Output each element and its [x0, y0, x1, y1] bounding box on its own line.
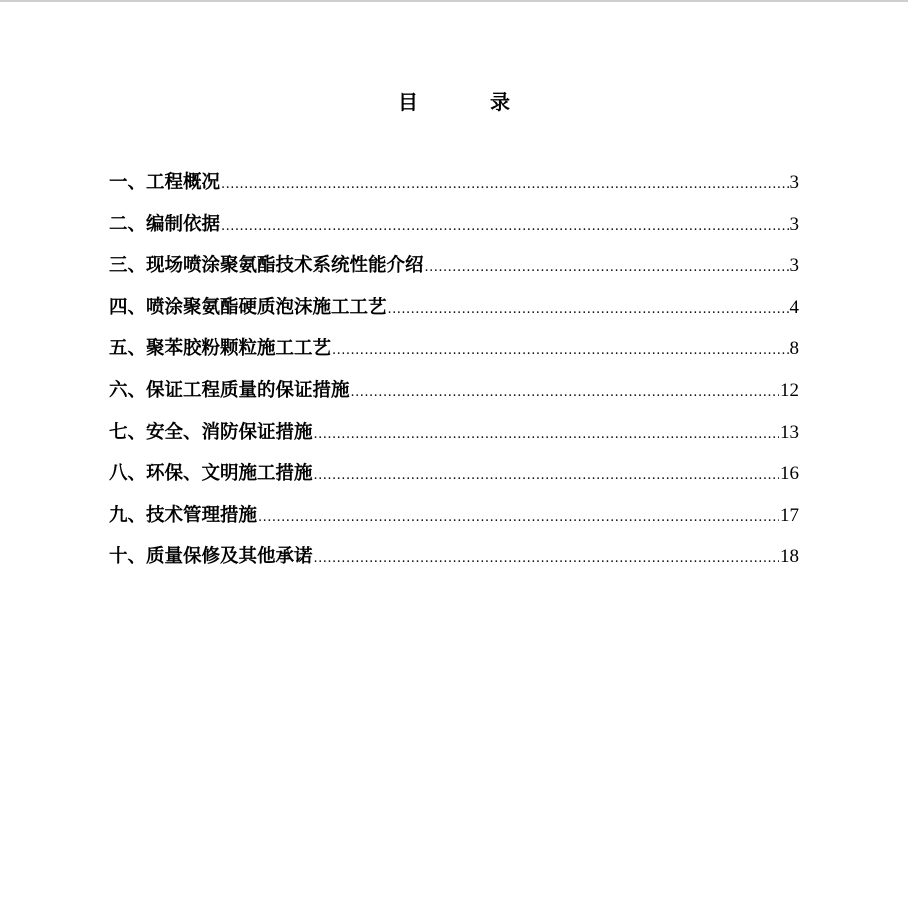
toc-entry-label: 三、现场喷涂聚氨酯技术系统性能介绍: [109, 255, 424, 277]
toc-entry[interactable]: [109, 420, 799, 462]
toc-entry-page: 13: [780, 421, 799, 443]
toc-entry[interactable]: [109, 336, 799, 378]
toc-dot-leader: [314, 422, 779, 448]
toc-dot-leader: [221, 214, 788, 240]
toc-entry[interactable]: [109, 170, 799, 212]
toc-entry-page: 17: [780, 504, 799, 526]
toc-entry-page: 12: [780, 379, 799, 401]
toc-dot-leader: [314, 463, 779, 489]
toc-dot-leader: [258, 505, 779, 531]
toc-entry-label: 九、技术管理措施: [109, 504, 258, 526]
toc-dot-leader: [314, 546, 779, 572]
toc-dot-leader: [221, 172, 788, 198]
toc-entry-label: 十、质量保修及其他承诺: [109, 546, 313, 568]
toc-dot-leader: [332, 338, 788, 364]
toc-entry-label: 五、聚苯胶粉颗粒施工工艺: [109, 338, 332, 360]
toc-entry-page: 3: [789, 213, 799, 235]
toc-list: [109, 170, 799, 586]
toc-dot-leader: [425, 255, 789, 281]
toc-entry-label: 二、编制依据: [109, 213, 221, 235]
page-top-border: [0, 0, 908, 2]
toc-entry-page: 3: [789, 255, 799, 277]
toc-entry-page: 4: [789, 296, 799, 318]
toc-entry[interactable]: [109, 378, 799, 420]
toc-entry-label: 一、工程概况: [109, 172, 221, 193]
toc-entry-label: 八、环保、文明施工措施: [109, 463, 313, 485]
toc-entry-label: 四、喷涂聚氨酯硬质泡沫施工工艺: [109, 296, 387, 318]
toc-entry[interactable]: [109, 212, 799, 254]
toc-entry-page: 16: [780, 463, 799, 485]
toc-entry-page: 8: [789, 338, 799, 360]
toc-entry[interactable]: [109, 253, 799, 295]
toc-entry-page: 18: [780, 546, 799, 568]
toc-entry[interactable]: [109, 461, 799, 503]
toc-entry-page: 3: [789, 172, 799, 193]
toc-dot-leader: [388, 297, 789, 323]
toc-entry-label: 七、安全、消防保证措施: [109, 421, 313, 443]
toc-entry[interactable]: [109, 503, 799, 545]
toc-title: 目 录: [398, 90, 536, 114]
toc-entry[interactable]: [109, 295, 799, 337]
toc-entry[interactable]: [109, 544, 799, 586]
toc-entry-label: 六、保证工程质量的保证措施: [109, 379, 350, 401]
toc-dot-leader: [351, 380, 779, 406]
